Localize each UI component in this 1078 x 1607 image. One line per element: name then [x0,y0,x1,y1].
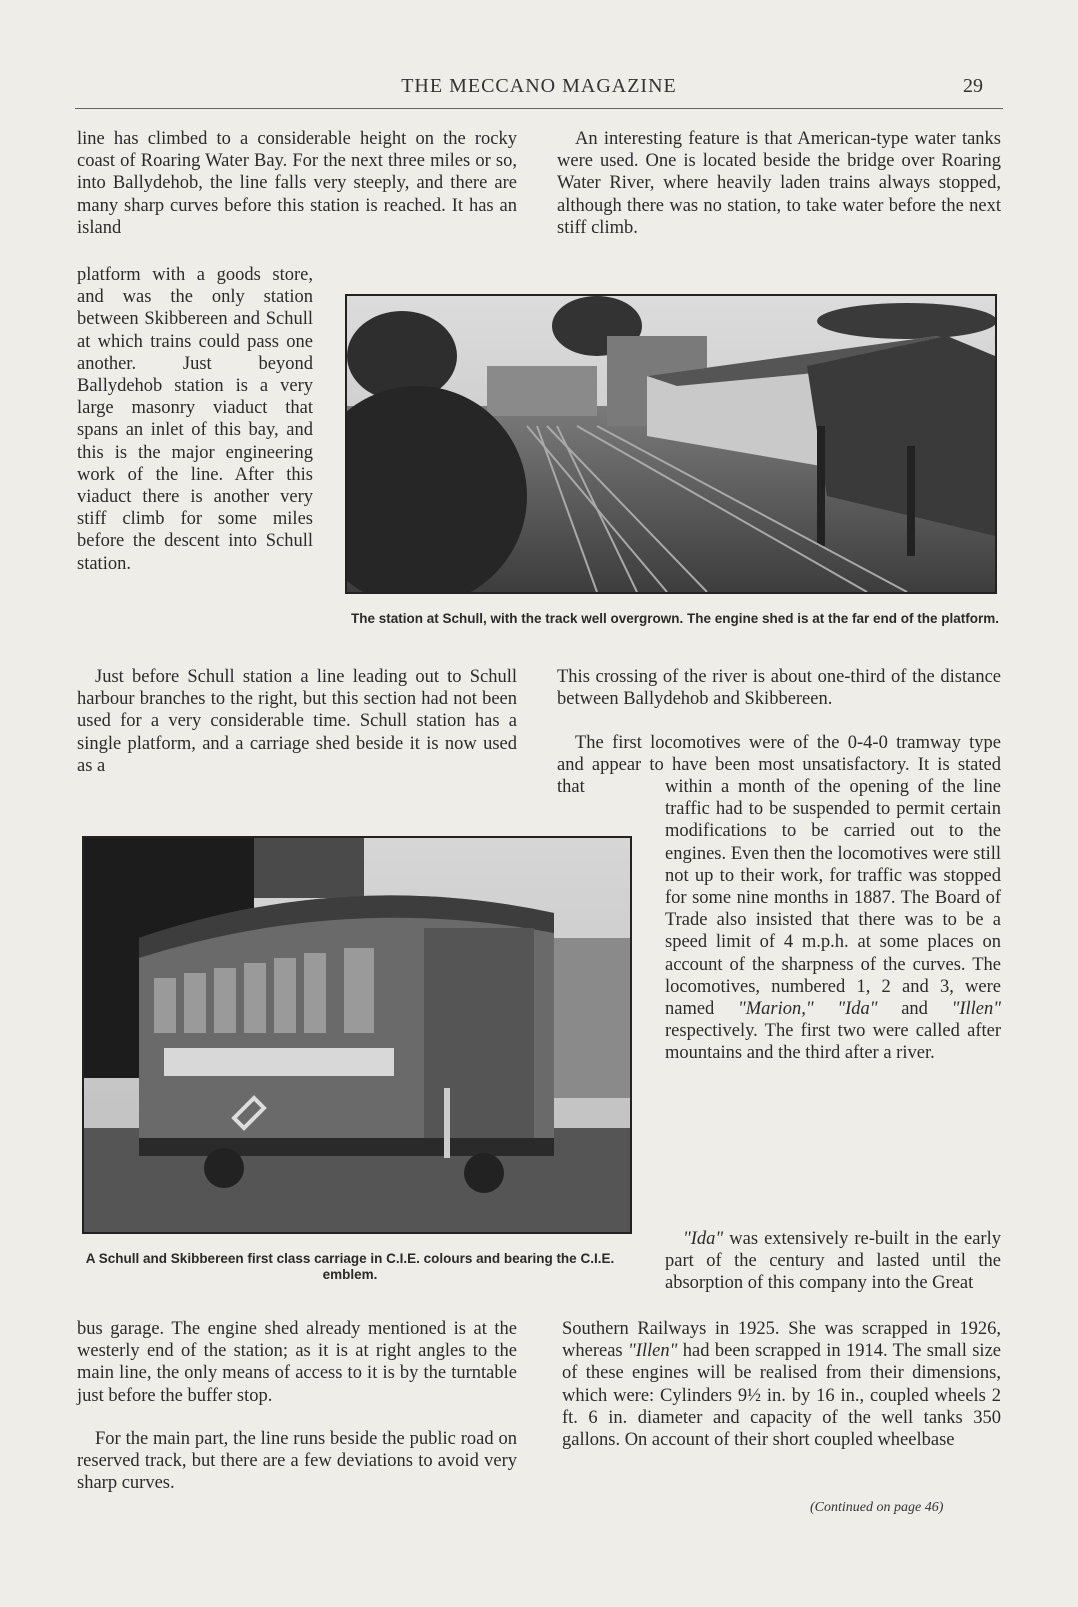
text-and: and [877,999,952,1020]
text-southern-railways: Southern Railways in 1925. She was scrapped in 1926, whereas [562,1319,1001,1362]
paragraph-first-locomotives: The first locomotives were of the 0-4-0 tramway type and appear to have been most unsatisfactory. It is stated that [557,733,1001,798]
station-photo-image [347,296,995,592]
name-illen: "Illen" [951,999,1002,1020]
paragraph-roaring-water-bay: line has climbed to a considerable height on the rocky coast of Roaring Water Bay. For the next three miles or so, into Ballydehob, the line falls very steeply, and there are many sharp curves before this station is reached. It has an island [77,129,517,238]
station-photo-caption: The station at Schull, with the track well overgrown. The engine shed is at the far end of the platform. [350,611,1000,626]
text-traffic-suspended: within a month of the opening of the line traffic had to be suspended to permit certain modifications to be carried out to the engines. Even then the locomotives were still not up to their work, for traffic was stopped for some nine months in 1887. The Board of Trade also insisted that there was to be a speed limit of 4 m.p.h. at some places on account of the sharpness of the curves. The locomotives, numbered 1, 2 and 3, were named [665,777,1001,1020]
paragraph-bus-garage: bus garage. The engine shed already mentioned is at the westerly end of the station; as it is at right angles to the main line, the only means of access to it is by the turntable just before the buffer stop. [77,1319,517,1406]
magazine-title: THE MECCANO MAGAZINE [401,75,677,97]
station-photo [345,294,997,594]
name-ida: "Ida" [837,999,878,1020]
text-ida-rebuilt: was extensively re-built in the early part of the century and lasted until the absorption of this company into the Great [665,1229,1001,1294]
header-rule [75,108,1003,109]
continued-note: (Continued on page 46) [810,1500,944,1515]
paragraph-locomotive-names [665,776,1001,1065]
paragraph-ballydehob-platform: platform with a goods store, and was the only station between Skibbereen and Schull at which trains could pass one another. Just beyond Ballydehob station is a very large masonry viaduct that spans an inlet of this bay, and this is the major engineering work of the line. After this viaduct there is another very stiff climb for some miles before the descent into Schull station. [77,265,313,574]
name-marion: "Marion," [737,999,814,1020]
paragraph-ida-rebuilt [665,1228,1001,1295]
paragraph-river-crossing: This crossing of the river is about one-third of the distance between Ballydehob and Skibbereen. [557,667,1001,710]
carriage-photo [82,836,632,1234]
text-dimensions: had been scrapped in 1914. The small size of these engines will be realised from their dimensions, which were: Cylinders 9½ in. by 16 in., coupled wheels 2 ft. 6 in. diameter and capacity of the well tanks 350 gallons. On account of their short coupled wheelbase [562,1341,1001,1451]
name-ida-rebuilt: "Ida" [683,1229,724,1249]
paragraph-great-southern [562,1318,1001,1451]
carriage-photo-image [84,838,630,1232]
text-named-after: respectively. The first two were called after mountains and the third after a river. [665,1021,1001,1064]
carriage-photo-caption: A Schull and Skibbereen first class carriage in C.I.E. colours and bearing the C.I.E. emblem. [85,1251,615,1282]
paragraph-public-road: For the main part, the line runs beside the public road on reserved track, but there are a few deviations to avoid very sharp curves. [77,1429,517,1494]
paragraph-schull-harbour: Just before Schull station a line leading out to Schull harbour branches to the right, but this section had not been used for a very considerable time. Schull station has a single platform, and a carriage shed beside it is now used as a [77,667,517,776]
paragraph-water-tanks: An interesting feature is that American-type water tanks were used. One is located beside the bridge over Roaring Water River, where heavily laden trains always stopped, although there was no station, to take water before the next stiff climb. [557,129,1001,238]
page-number: 29 [963,75,983,97]
name-illen-scrapped: "Illen" [627,1341,678,1362]
